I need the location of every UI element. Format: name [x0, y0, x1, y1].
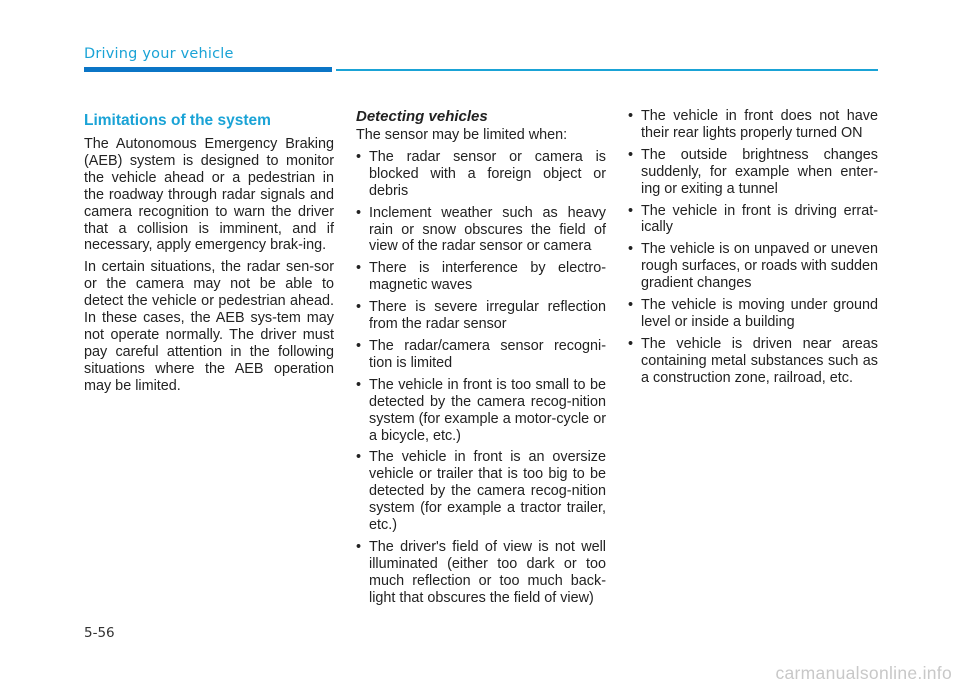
intro-paragraph: The Autonomous Emergency Braking (AEB) system is designed to monitor the vehicle ahead or a pedestrian in the roadway through radar signals and camera recognition to warn the driver that a collision is imminent, and if necessary, apply emergency brak-ing. [84, 136, 334, 254]
list-item [356, 149, 606, 200]
page-number: 5-56 [84, 625, 115, 641]
list-item [356, 205, 606, 256]
bullet-icon: • [356, 337, 362, 354]
list-item [628, 297, 878, 331]
list-item [628, 241, 878, 292]
section-title: Limitations of the system [84, 112, 271, 129]
right-column [628, 108, 878, 392]
section-header: Driving your vehicle [84, 46, 234, 62]
limitations-paragraph: In certain situations, the radar sen-sor or the camera may not be able to detect the vehicle or pedestrian ahead. In these cases, the AEB sys-tem may not operate normally. The driver must pay careful attention in the following situations where the AEB operation may be limited. [84, 259, 334, 394]
bullet-icon: • [356, 204, 362, 221]
list-item-text: There is interference by electro-magnetic waves [369, 260, 606, 294]
bullet-icon: • [628, 297, 634, 314]
list-item-text: The vehicle is driven near areas containing metal substances such as a construction zone, railroad, etc. [641, 335, 878, 386]
header-rule-light [336, 69, 878, 71]
list-item-text: The driver's field of view is not well illuminated (either too dark or too much reflection or too much back-light that obscures the field of view) [369, 538, 606, 606]
middle-column [356, 108, 606, 612]
list-item-text: Inclement weather such as heavy rain or snow obscures the field of view of the radar sensor or camera [369, 204, 606, 255]
list-item-text: The radar/camera sensor recogni-tion is limited [369, 337, 606, 371]
watermark: carmanualsonline.info [775, 663, 952, 683]
subsection-title: Detecting vehicles [356, 108, 488, 125]
bullet-icon: • [356, 260, 362, 277]
list-item-text: The radar sensor or camera is blocked with a foreign object or debris [369, 148, 606, 199]
list-item-text: The vehicle in front is driving errat-ically [641, 202, 878, 236]
bullet-icon: • [356, 449, 362, 466]
header-rule-dark [84, 67, 332, 72]
sensor-intro: The sensor may be limited when: [356, 127, 568, 143]
list-item [356, 539, 606, 607]
list-item [356, 449, 606, 534]
bullet-icon: • [628, 146, 634, 163]
list-item [356, 299, 606, 333]
list-item-text: The vehicle in front is an oversize vehicle or trailer that is too big to be detected by the camera recog-nition system (for example a tractor trailer, etc.) [369, 449, 606, 534]
list-item [628, 147, 878, 198]
list-item [356, 260, 606, 294]
bullet-icon: • [628, 241, 634, 258]
list-item [356, 377, 606, 445]
bullet-icon: • [356, 299, 362, 316]
bullet-icon: • [356, 376, 362, 393]
bullet-icon: • [628, 108, 634, 124]
list-item [628, 108, 878, 142]
condition-limitations-list [628, 108, 878, 387]
bullet-icon: • [628, 335, 634, 352]
bullet-icon: • [356, 538, 362, 555]
bullet-icon: • [628, 202, 634, 219]
list-item-text: The vehicle in front is too small to be detected by the camera recog-nition system (for example a motor-cycle or a bicycle, etc.) [369, 376, 606, 444]
list-item [356, 338, 606, 372]
list-item-text: The outside brightness changes suddenly, for example when enter-ing or exiting a tunnel [641, 146, 878, 197]
bullet-icon: • [356, 148, 362, 165]
sensor-limitations-list [356, 149, 606, 607]
list-item-text: The vehicle in front does not have their rear lights properly turned ON [641, 108, 878, 141]
list-item [628, 336, 878, 387]
list-item-text: There is severe irregular reflection from the radar sensor [369, 299, 606, 333]
list-item-text: The vehicle is on unpaved or uneven rough surfaces, or roads with sudden gradient changes [641, 241, 878, 292]
left-column [84, 108, 334, 400]
list-item [628, 203, 878, 237]
list-item-text: The vehicle is moving under ground level or inside a building [641, 297, 878, 330]
